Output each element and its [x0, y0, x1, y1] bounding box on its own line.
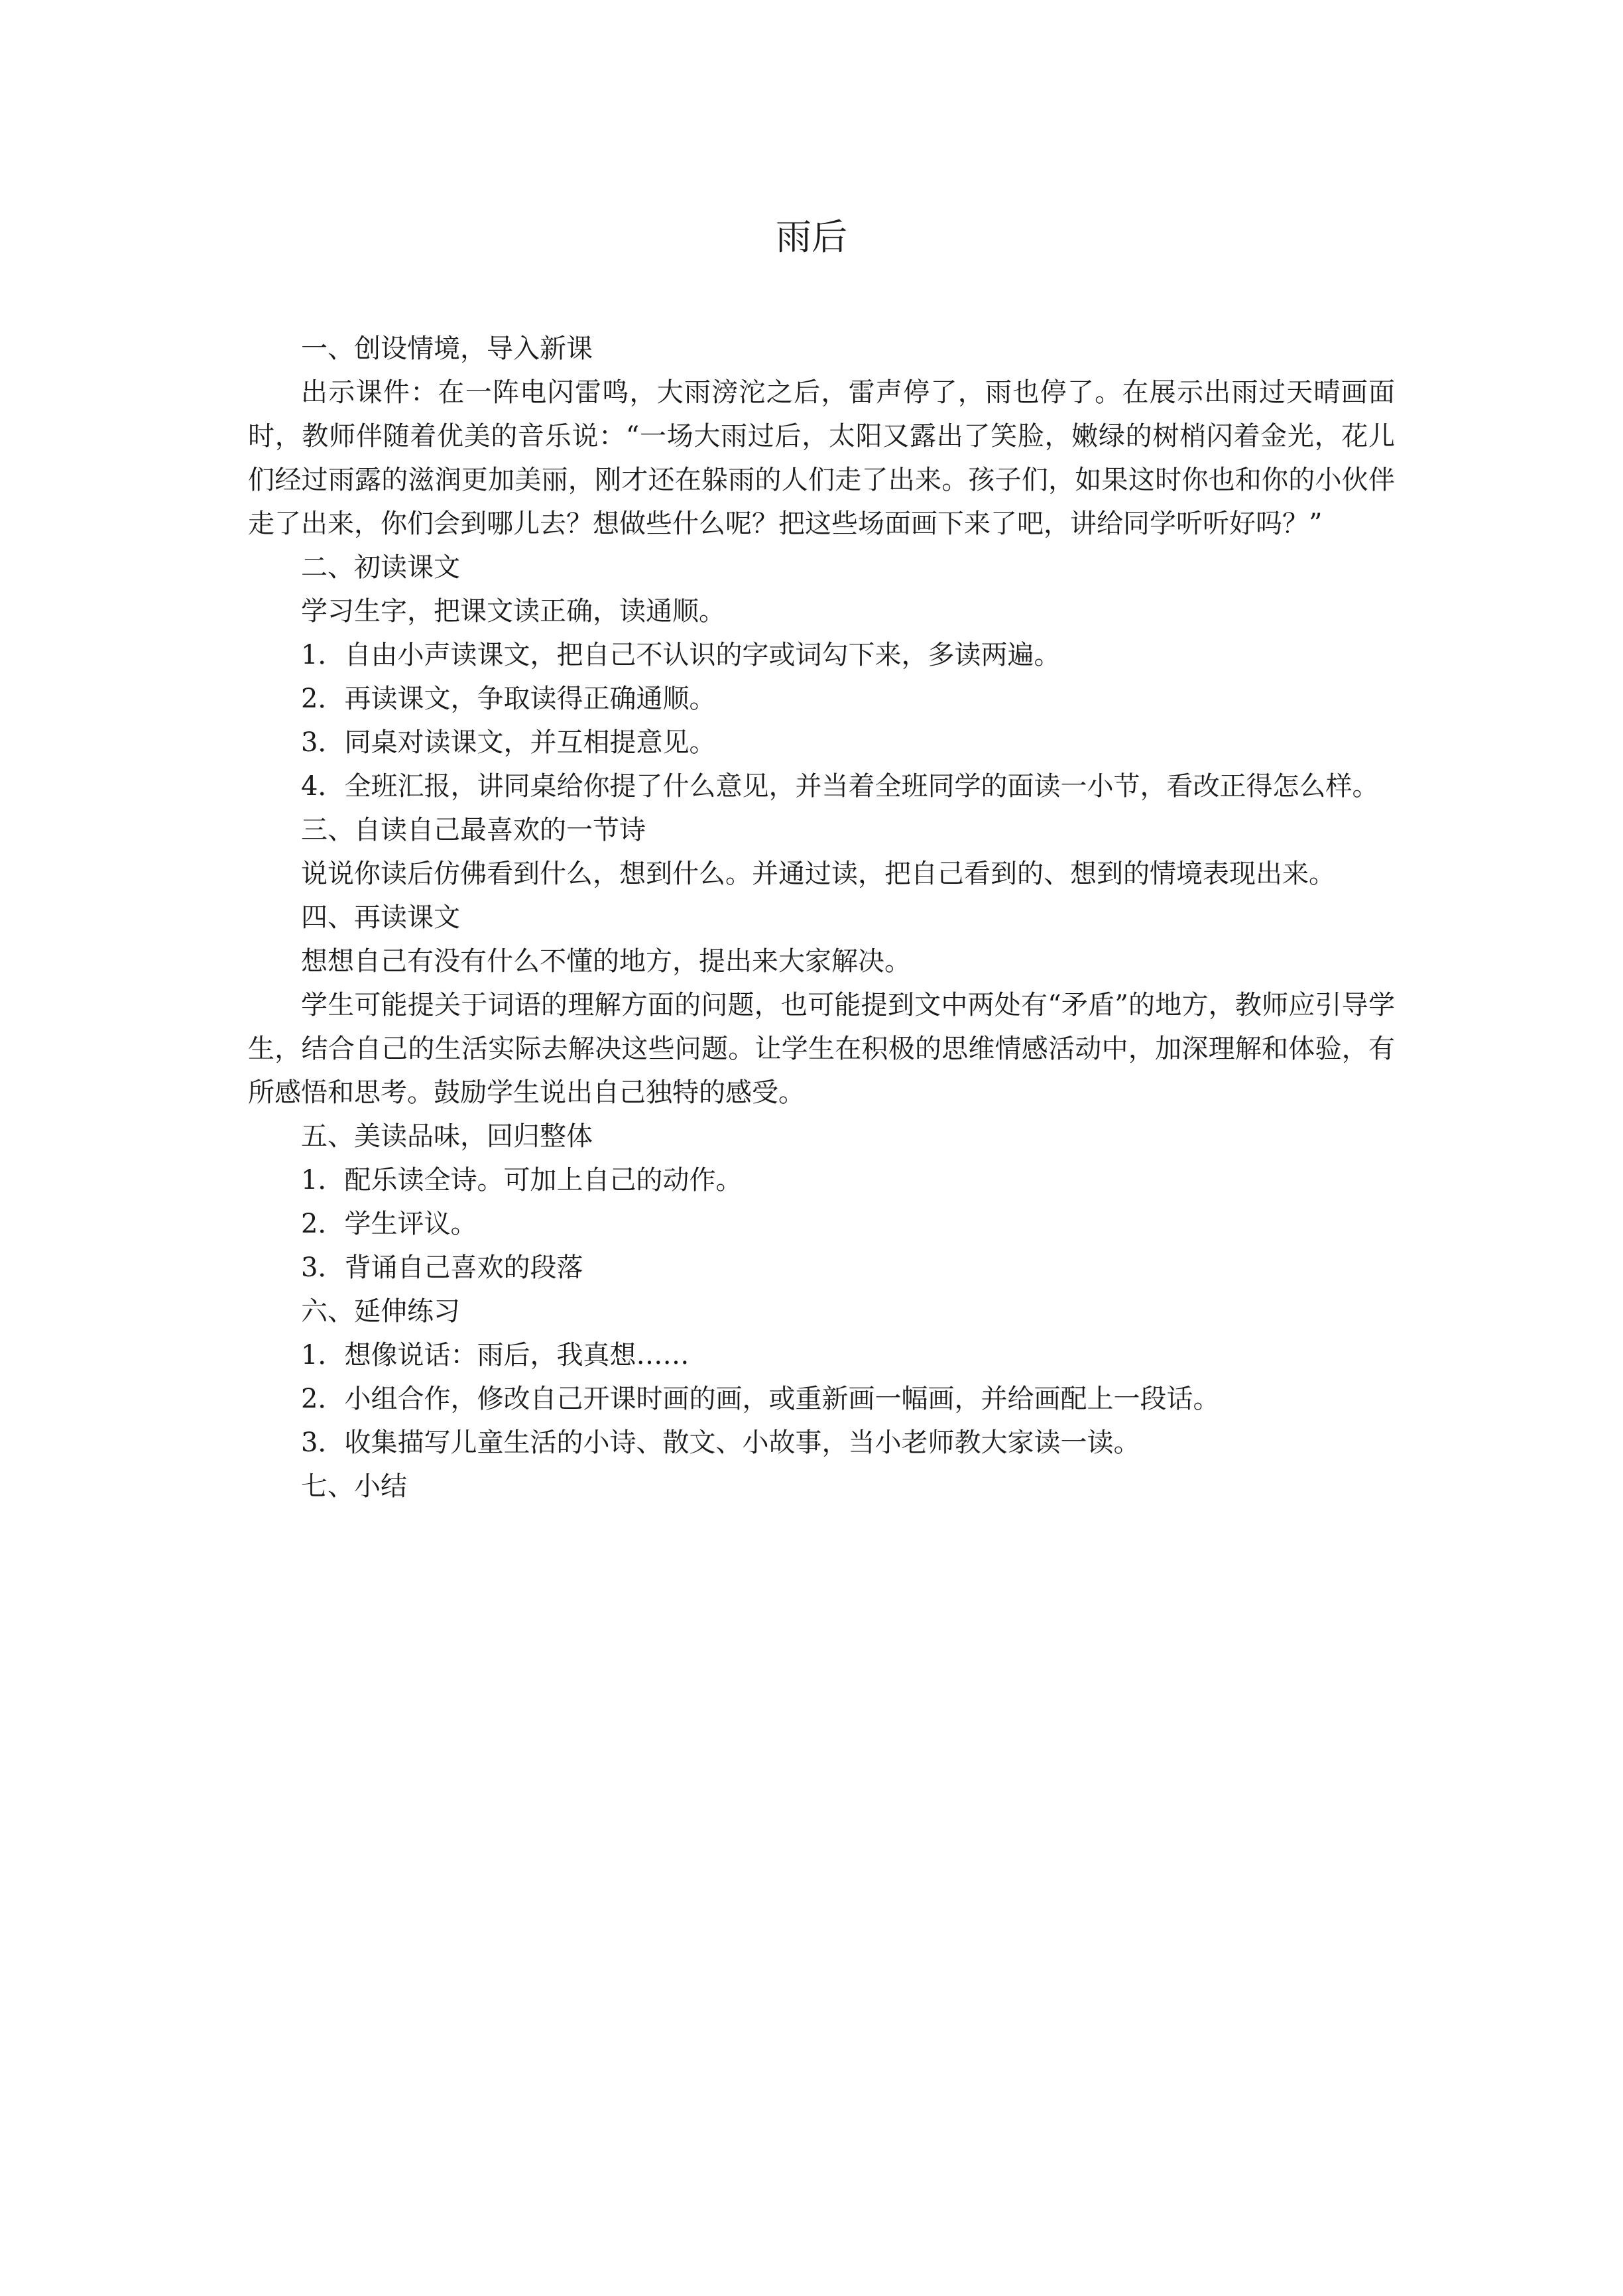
list-item: 1．自由小声读课文，把自己不认识的字或词勾下来，多读两遍。: [301, 640, 1061, 670]
section-heading-5: 五、美读品味，回归整体: [301, 1121, 593, 1152]
paragraph: 想想自己有没有什么不懂的地方，提出来大家解决。: [301, 946, 911, 977]
list-item: 3．背诵自己喜欢的段落: [301, 1252, 583, 1283]
list-item: 3．收集描写儿童生活的小诗、散文、小故事，当小老师教大家读一读。: [301, 1427, 1140, 1458]
paragraph: 学习生字，把课文读正确，读通顺。: [301, 596, 725, 627]
section-heading-2: 二、初读课文: [301, 552, 460, 583]
page-title: 雨后: [776, 216, 847, 258]
section-heading-4: 四、再读课文: [301, 902, 460, 933]
list-item: 1．想像说话：雨后，我真想……: [301, 1340, 690, 1370]
list-item: 4．全班汇报，讲同桌给你提了什么意见，并当着全班同学的面读一小节，看改正得怎么样。: [301, 771, 1379, 802]
paragraph: 学生可能提关于词语的理解方面的问题，也可能提到文中两处有“矛盾”的地方，教师应引导学生，结合自己的生活实际去解决这些问题。让学生在积极的思维情感活动中，加深理解和体验，有所感悟和思考。鼓励学生说出自己独特的感受。: [248, 990, 1395, 1108]
list-item: 2．学生评议。: [301, 1209, 477, 1239]
section-heading-1: 一、创设情境，导入新课: [301, 333, 593, 364]
paragraph: 说说你读后仿佛看到什么，想到什么。并通过读，把自己看到的、想到的情境表现出来。: [301, 859, 1335, 889]
section-heading-3: 三、自读自己最喜欢的一节诗: [301, 815, 646, 845]
list-item: 2．小组合作，修改自己开课时画的画，或重新画一幅画，并给画配上一段话。: [301, 1384, 1220, 1414]
document-body: [248, 327, 1395, 1508]
list-item: 2．再读课文，争取读得正确通顺。: [301, 684, 716, 714]
list-item: 1．配乐读全诗。可加上自己的动作。: [301, 1165, 743, 1195]
section-heading-6: 六、延伸练习: [301, 1296, 460, 1327]
section-heading-7: 七、小结: [301, 1471, 407, 1502]
intro-paragraph: 出示课件：在一阵电闪雷鸣，大雨滂沱之后，雷声停了，雨也停了。在展示出雨过天晴画面时，教师伴随着优美的音乐说：“一场大雨过后，太阳又露出了笑脸，嫩绿的树梢闪着金光，花儿们经过雨露的滋润更加美丽，刚才还在躲雨的人们走了出来。孩子们，如果这时你也和你的小伙伴走了出来，你们会到哪儿去？想做些什么呢？把这些场面画下来了吧，讲给同学听听好吗？”: [248, 377, 1395, 539]
list-item: 3．同桌对读课文，并互相提意见。: [301, 727, 716, 758]
